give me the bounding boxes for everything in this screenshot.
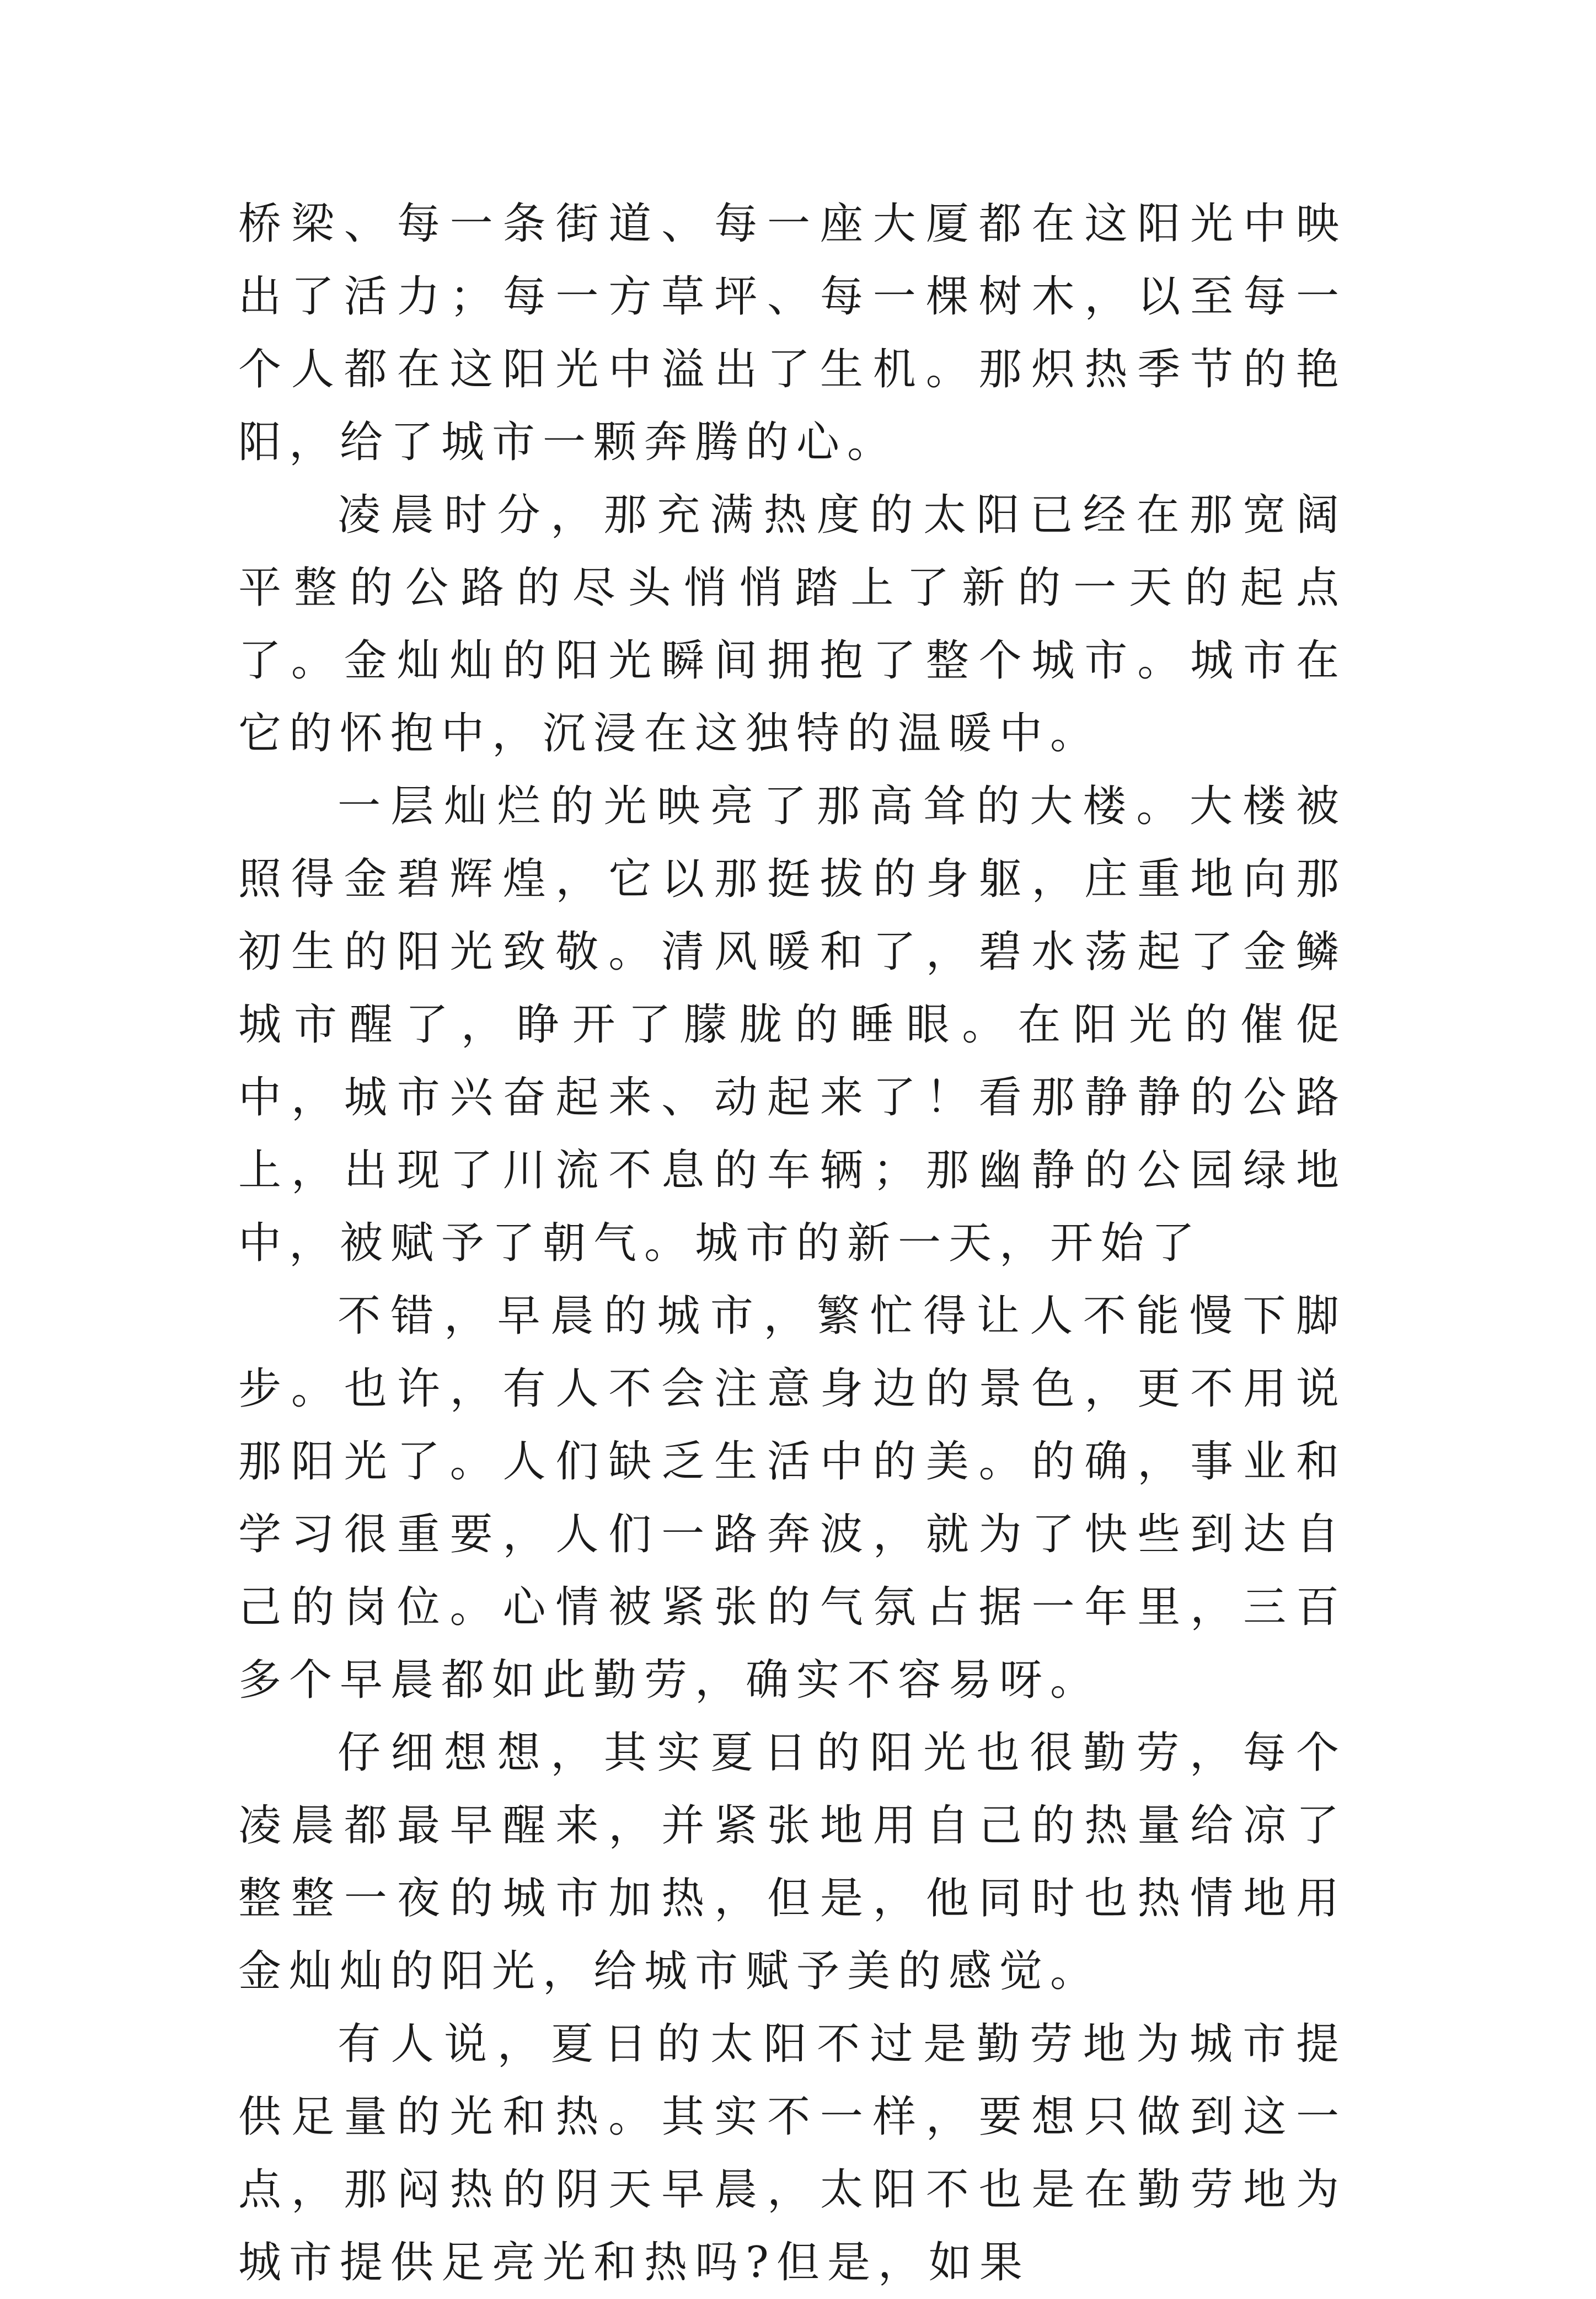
paragraph-6: 有人说，夏日的太阳不过是勤劳地为城市提供足量的光和热。其实不一样，要想只做到这一点，那闷热的阴天早晨，太阳不也是在勤劳地为城市提供足亮光和热吗?但是，如果: [238, 2019, 1347, 2287]
paragraph-5: 仔细想想，其实夏日的阳光也很勤劳，每个凌晨都最早醒来，并紧张地用自己的热量给凉了整整一夜的城市加热，但是，他同时也热情地用金灿灿的阳光，给城市赋予美的感觉。: [238, 1728, 1347, 1996]
article-body: [238, 188, 1347, 2299]
paragraph-3: 一层灿烂的光映亮了那高耸的大楼。大楼被照得金碧辉煌，它以那挺拔的身躯，庄重地向那初生的阳光致敬。清风暖和了，碧水荡起了金鳞城市醒了，睁开了朦胧的睡眼。在阳光的催促中，城市兴奋起来、动起来了！看那静静的公路上，出现了川流不息的车辆；那幽静的公园绿地中，被赋予了朝气。城市的新一天，开始了: [238, 782, 1347, 1268]
paragraph-4: 不错，早晨的城市，繁忙得让人不能慢下脚步。也许，有人不会注意身边的景色，更不用说那阳光了。人们缺乏生活中的美。的确，事业和学习很重要，人们一路奔波，就为了快些到达自己的岗位。心情被紧张的气氛占据一年里，三百多个早晨都如此勤劳，确实不容易呀。: [238, 1291, 1347, 1705]
paragraph-2: 凌晨时分，那充满热度的太阳已经在那宽阔平整的公路的尽头悄悄踏上了新的一天的起点了。金灿灿的阳光瞬间拥抱了整个城市。城市在它的怀抱中，沉浸在这独特的温暖中。: [238, 490, 1347, 758]
paragraph-1: 桥梁、每一条街道、每一座大厦都在这阳光中映出了活力；每一方草坪、每一棵树木，以至每一个人都在这阳光中溢出了生机。那炽热季节的艳阳，给了城市一颗奔腾的心。: [238, 199, 1347, 467]
